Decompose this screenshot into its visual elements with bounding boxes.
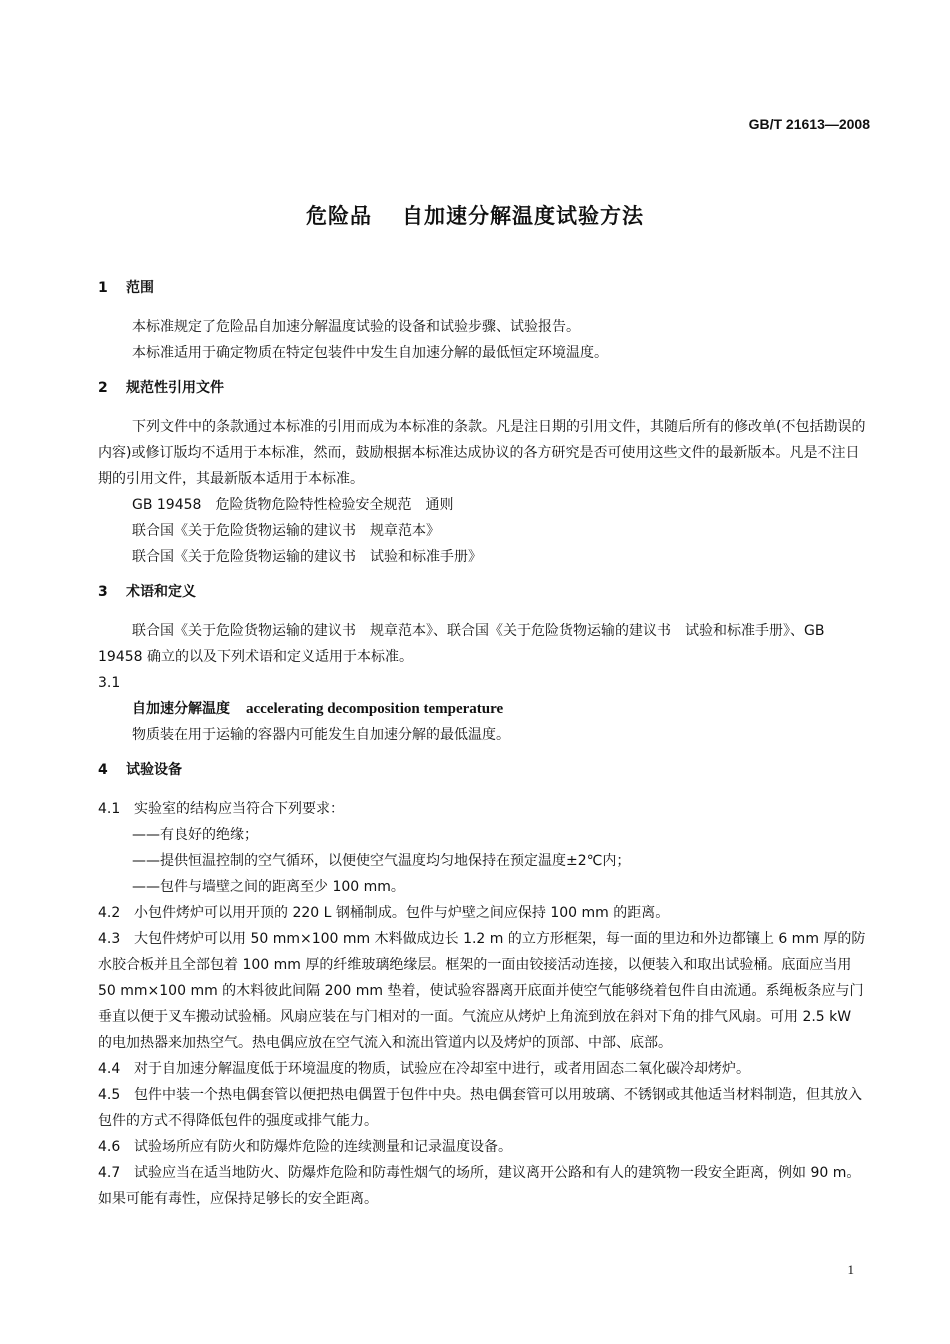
clause-number: 4.1 — [98, 801, 121, 817]
clause-4-2 — [98, 900, 868, 926]
paragraph: 本标准适用于确定物质在特定包装件中发生自加速分解的最低恒定环境温度。 — [132, 345, 608, 361]
clause-4-4 — [98, 1056, 868, 1082]
reference-item: 联合国《关于危险货物运输的建议书 规章范本》 — [132, 523, 440, 539]
clause-number: 4.7 — [98, 1165, 121, 1181]
clause-text: 大包件烤炉可以用 50 mm×100 mm 木料做成边长 1.2 m 的立方形框架，每一面的里边和外边都镶上 6 mm 厚的防水胶合板并且全部包着 100 mm 厚的纤维玻璃绝缘层。框架的一面由铰接活动连接，以便装入和取出试验桶。底面应当用 50 mm×100 mm 的木料彼此间隔 200 mm 垫着，使试验容器离开底面并使空气能够绕着包件自由流通。系绳板条应与门垂直以便于叉车搬动试验桶。风扇应装在与门相对的一面。气流应从烤炉上角流到放在斜对下角的排气风扇。可用 2.5 kW 的电加热器来加热空气。热电偶应放在空气流入和流出管道内以及烤炉的顶部、中部、底部。 — [98, 931, 866, 1051]
section-number: 4 — [98, 762, 108, 778]
term-english: accelerating decomposition temperature — [246, 701, 504, 717]
paragraph: 联合国《关于危险货物运输的建议书 规章范本》、联合国《关于危险货物运输的建议书 试验和标准手册》、GB 19458 确立的以及下列术语和定义适用于本标准。 — [98, 623, 825, 665]
document-title — [0, 200, 950, 230]
section-4-heading — [98, 758, 868, 782]
reference-item: 联合国《关于危险货物运输的建议书 试验和标准手册》 — [132, 549, 482, 565]
title-part-1: 危险品 — [306, 204, 372, 228]
paragraph: 本标准规定了危险品自加速分解温度试验的设备和试验步骤、试验报告。 — [132, 319, 580, 335]
title-part-2: 自加速分解温度试验方法 — [402, 204, 644, 228]
section-title: 规范性引用文件 — [126, 380, 224, 396]
clause-number: 4.3 — [98, 931, 121, 947]
clause-4-5 — [98, 1082, 868, 1134]
clause-text: 包件中装一个热电偶套管以便把热电偶置于包件中央。热电偶套管可以用玻璃、不锈钢或其他适当材料制造，但其放入包件的方式不得降低包件的强度或排气能力。 — [98, 1087, 862, 1129]
clause-text: 小包件烤炉可以用开顶的 220 L 钢桶制成。包件与炉壁之间应保持 100 mm 的距离。 — [134, 905, 670, 921]
clause-4-1 — [98, 796, 868, 822]
document-body — [98, 276, 868, 1212]
page-number: 1 — [847, 1262, 854, 1277]
term-line — [98, 696, 868, 722]
section-number: 2 — [98, 380, 108, 396]
clause-number: 4.6 — [98, 1139, 121, 1155]
clause-4-6 — [98, 1134, 868, 1160]
clause-4-7 — [98, 1160, 868, 1212]
clause-number: 4.2 — [98, 905, 121, 921]
paragraph: 下列文件中的条款通过本标准的引用而成为本标准的条款。凡是注日期的引用文件，其随后所有的修改单(不包括勘误的内容)或修订版均不适用于本标准，然而，鼓励根据本标准达成协议的各方研究是否可使用这些文件的最新版本。凡是不注日期的引用文件，其最新版本适用于本标准。 — [98, 419, 866, 487]
section-3-heading — [98, 580, 868, 604]
clause-text: 实验室的结构应当符合下列要求： — [134, 801, 344, 817]
list-item: ——提供恒温控制的空气循环，以便使空气温度均匀地保持在预定温度±2℃内； — [132, 853, 631, 869]
standard-code: GB/T 21613—2008 — [748, 116, 870, 132]
clause-number: 4.5 — [98, 1087, 121, 1103]
section-number: 1 — [98, 280, 108, 296]
clause-text: 对于自加速分解温度低于环境温度的物质，试验应在冷却室中进行，或者用固态二氧化碳冷却烤炉。 — [134, 1061, 750, 1077]
reference-item: GB 19458 危险货物危险特性检验安全规范 通则 — [132, 497, 454, 513]
clause-text: 试验场所应有防火和防爆炸危险的连续测量和记录温度设备。 — [134, 1139, 512, 1155]
section-title: 试验设备 — [126, 762, 182, 778]
list-item: ——包件与墙壁之间的距离至少 100 mm。 — [132, 879, 405, 895]
list-item: ——有良好的绝缘； — [132, 827, 258, 843]
clause-number: 4.4 — [98, 1061, 121, 1077]
clause-4-3 — [98, 926, 868, 1056]
term-definition: 物质装在用于运输的容器内可能发生自加速分解的最低温度。 — [132, 727, 510, 743]
term-chinese: 自加速分解温度 — [132, 701, 230, 717]
section-title: 范围 — [126, 280, 154, 296]
clause-number: 3.1 — [98, 675, 121, 691]
section-1-heading — [98, 276, 868, 300]
section-2-heading — [98, 376, 868, 400]
section-number: 3 — [98, 584, 108, 600]
section-title: 术语和定义 — [126, 584, 196, 600]
clause-text: 试验应当在适当地防火、防爆炸危险和防毒性烟气的场所，建议离开公路和有人的建筑物一段安全距离，例如 90 m。如果可能有毒性，应保持足够长的安全距离。 — [98, 1165, 861, 1207]
